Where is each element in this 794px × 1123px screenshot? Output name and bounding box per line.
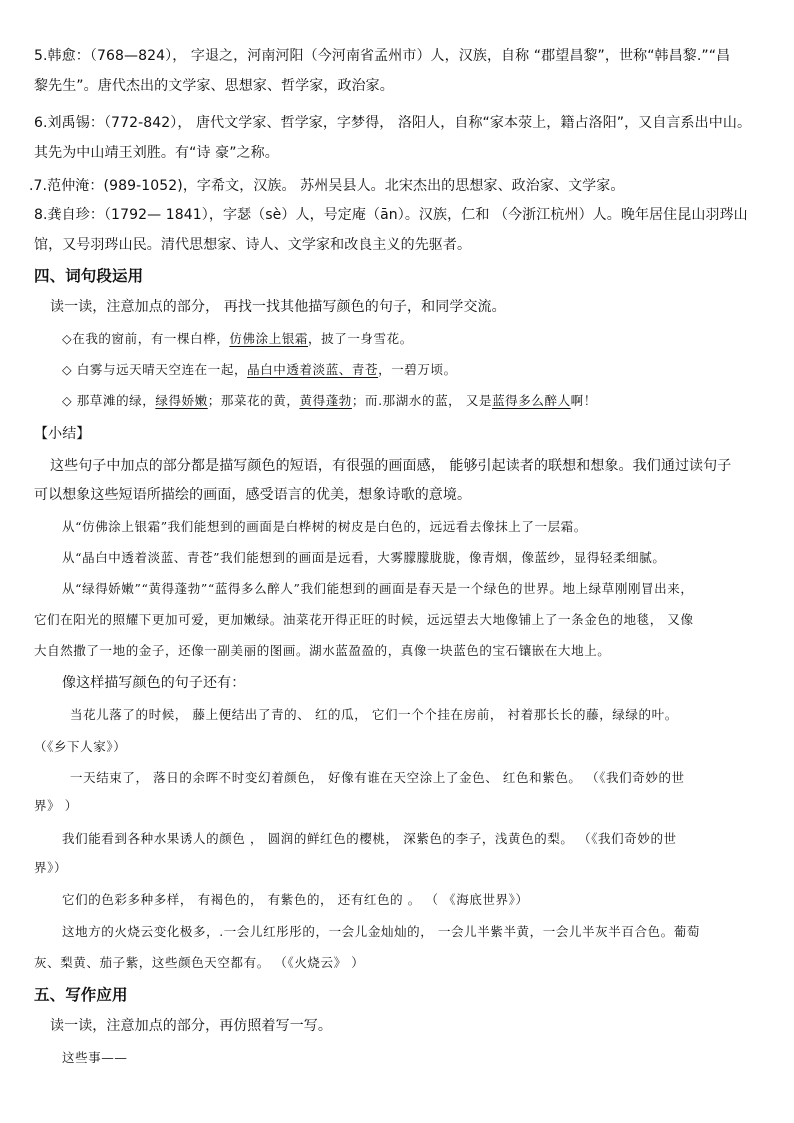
sentence-text: ，一碧万顷。 xyxy=(378,362,457,377)
bio-liu-yuxi-line-1: 6.刘禹锡：（772-842）， 唐代文学家、哲学家，字梦得， 洛阳人，自称“家本荥上，籍占洛阳”，又自言系出中山。 xyxy=(34,115,752,131)
bio-fan-zhongyan: .7.范仲淹：(989-1052)，字希文，汉族。 苏州吴县人。北宋杰出的思想家、政治家、文学家。 xyxy=(29,178,625,194)
highlighted-phrase: 蓝得多么醉人 xyxy=(492,393,571,408)
example-clouds-line-2: 灰、梨黄、茄子紫，这些颜色天空都有。 （《火烧云》 ） xyxy=(34,955,365,970)
example-sentence-birch xyxy=(62,329,764,349)
sentence-text: 啊！ xyxy=(570,393,597,408)
highlighted-phrase: 仿佛涂上银霜 xyxy=(229,331,309,346)
section-5-item: 这些事—— xyxy=(62,1050,128,1065)
example-undersea: 它们的色彩多种多样， 有褐色的， 有紫色的， 还有红色的 。 （ 《海底世界》） xyxy=(62,892,529,907)
analysis-fog: 从“晶白中透着淡蓝、青苍”我们能想到的画面是远看，大雾朦朦胧胧，像青烟，像蓝纱，显得轻柔细腻。 xyxy=(62,550,666,565)
sentence-text: ；那菜花的黄， xyxy=(207,393,300,408)
example-village-source: （《乡下人家》） xyxy=(34,739,127,754)
section-4-intro: 读一读，注意加点的部分， 再找一找其他描写颜色的句子，和同学交流。 xyxy=(50,299,506,315)
section-4-heading: 四、词句段运用 xyxy=(34,267,144,285)
sentence-text: ◇ 那草滩的绿， xyxy=(62,393,156,408)
summary-paragraph-line-1: 这些句子中加点的部分都是描写颜色的短语，有很强的画面感， 能够引起读者的联想和想象。我们通过读句子 xyxy=(50,458,732,474)
more-examples-intro: 像这样描写颜色的句子还有： xyxy=(62,675,246,691)
example-clouds-line-1: 这地方的火烧云变化极多，.一会儿红彤彤的，一会儿金灿灿的， 一会儿半紫半黄，一会儿半灰半百合色。葡萄 xyxy=(62,924,700,939)
section-5-heading: 五、写作应用 xyxy=(34,986,128,1004)
analysis-spring-line-3: 大自然撒了一地的金子，还像一副美丽的图画。湖水蓝盈盈的，真像一块蓝色的宝石镶嵌在大地上。 xyxy=(34,643,611,658)
sentence-text: ◇在我的窗前，有一棵白桦， xyxy=(62,331,230,346)
example-sentence-fog xyxy=(62,360,764,380)
highlighted-phrase: 黄得蓬勃 xyxy=(299,393,352,408)
sentence-text: ◇ 白雾与远天晴天空连在一起， xyxy=(62,362,248,377)
bio-gong-zizhen-line-2: 馆，又号羽琌山民。清代思想家、诗人、文学家和改良主义的先驱者。 xyxy=(34,237,472,253)
summary-paragraph-line-2: 可以想象这些短语所描绘的画面，感受语言的优美，想象诗歌的意境。 xyxy=(34,487,472,503)
sentence-text: ，披了一身雪花。 xyxy=(308,331,413,346)
example-sentence-grassland xyxy=(62,391,764,411)
summary-title: 【小结】 xyxy=(34,426,91,442)
analysis-spring-line-2: 它们在阳光的照耀下更加可爱，更加嫩绿。油菜花开得正旺的时候，远远望去大地像铺上了一条金色的地毯， 又像 xyxy=(34,612,694,627)
bio-han-yu-line-1: 5.韩愈：（768—824）， 字退之，河南河阳（今河南省孟州市）人，汉族，自称 “郡望昌黎”，世称“韩昌黎.”“昌 xyxy=(34,48,731,64)
sentence-text: ；而.那湖水的蓝， 又是 xyxy=(351,393,493,408)
highlighted-phrase: 绿得娇嫩 xyxy=(155,393,208,408)
section-5-intro: 读一读，注意加点的部分，再仿照着写一写。 xyxy=(50,1018,332,1034)
example-fruit-line-2: 界》） xyxy=(34,860,68,875)
example-sunset-line-2: 界》 ） xyxy=(34,798,78,813)
example-sunset-line-1: 一天结束了， 落日的余晖不时变幻着颜色， 好像有谁在天空涂上了金色、 红色和紫色。 （《我们奇妙的世 xyxy=(70,770,685,785)
bio-liu-yuxi-line-2: 其先为中山靖王刘胜。有“诗 豪”之称。 xyxy=(34,145,279,161)
bio-gong-zizhen-line-1: 8.龚自珍：（1792— 1841），字瑟（sè）人，号定庵（ān）。汉族，仁和 （今浙江杭州）人。晚年居住昆山羽琌山 xyxy=(34,207,748,223)
analysis-birch: 从“仿佛涂上银霜”我们能想到的画面是白桦树的树皮是白色的，远远看去像抹上了一层霜。 xyxy=(62,519,587,534)
bio-han-yu-line-2: 黎先生”。唐代杰出的文学家、思想家、哲学家，政治家。 xyxy=(34,78,394,94)
example-village-line-1: 当花儿落了的时候， 藤上便结出了青的、 红的瓜， 它们一个个挂在房前， 衬着那长长的藤，绿绿的叶。 xyxy=(70,707,678,722)
analysis-spring-line-1: 从“绿得娇嫩”“黄得蓬勃”“蓝得多么醉人”我们能想到的画面是春天是一个绿色的世界。地上绿草刚刚冒出来， xyxy=(62,581,694,596)
example-fruit-line-1: 我们能看到各种水果诱人的颜色 ， 圆润的鲜红色的樱桃， 深紫色的李子，浅黄色的梨。 （《我们奇妙的世 xyxy=(62,831,677,846)
highlighted-phrase: 晶白中透着淡蓝、青苍 xyxy=(247,362,379,377)
